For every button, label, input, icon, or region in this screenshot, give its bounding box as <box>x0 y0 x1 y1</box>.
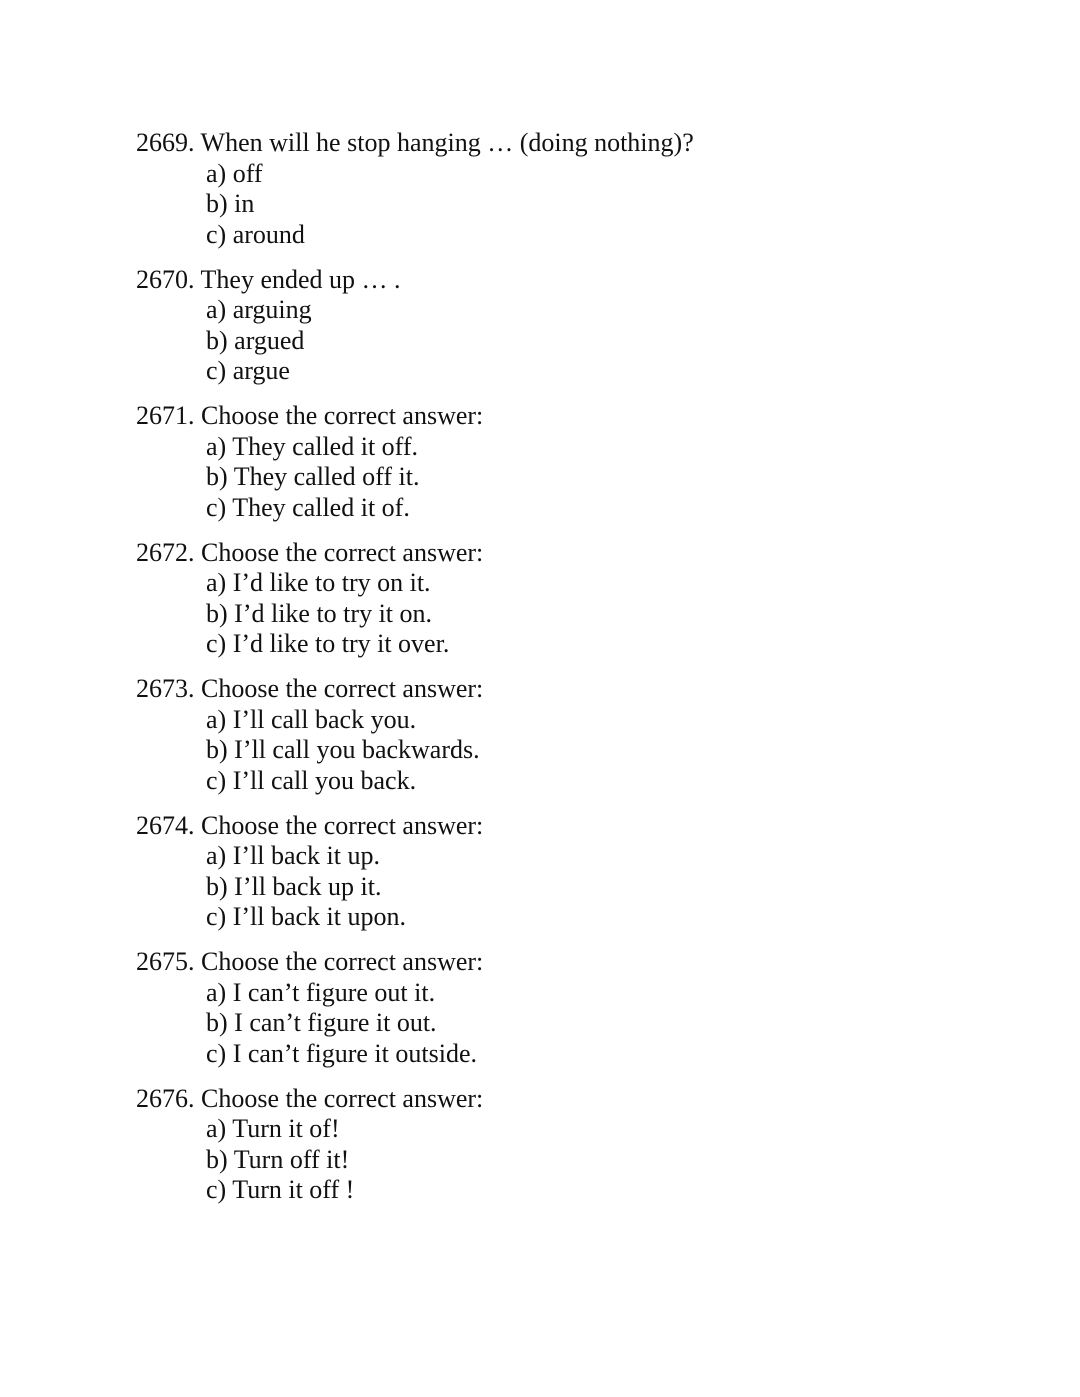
option-list <box>136 432 1036 524</box>
question-text: Choose the correct answer: <box>201 810 484 840</box>
question-text: Choose the correct answer: <box>201 947 484 976</box>
question-stem <box>136 128 1036 159</box>
option-b: b) They called off it. <box>206 462 420 491</box>
question-text: When will he stop hanging … (doing nothing)? <box>200 128 694 157</box>
question-2671 <box>136 401 1036 523</box>
option-list <box>136 568 1036 660</box>
option-c: c) Turn it off ! <box>206 1175 355 1204</box>
question-number: 2676. <box>136 1083 195 1113</box>
question-stem <box>136 674 1036 705</box>
option-b: b) I’ll call you backwards. <box>206 735 480 764</box>
option-a: a) Turn it of! <box>206 1114 340 1143</box>
option-b: b) I can’t figure it out. <box>206 1008 437 1037</box>
question-stem <box>136 401 1036 432</box>
option-b: b) I’ll back up it. <box>206 871 382 901</box>
option-c: c) I’ll back it upon. <box>206 902 406 931</box>
question-2670 <box>136 265 1036 387</box>
question-number: 2673. <box>136 674 195 703</box>
option-a: a) They called it off. <box>206 431 419 461</box>
question-text: Choose the correct answer: <box>201 1083 484 1113</box>
option-a: a) I can’t figure out it. <box>206 977 436 1007</box>
question-stem <box>136 811 1036 842</box>
question-number: 2671. <box>136 401 195 430</box>
question-number: 2672. <box>136 537 195 567</box>
option-list <box>136 159 1036 251</box>
option-list <box>136 1114 1036 1206</box>
option-list <box>136 978 1036 1070</box>
question-number: 2670. <box>136 264 195 294</box>
question-number: 2674. <box>136 810 195 840</box>
option-c: c) around <box>206 219 305 249</box>
question-2675 <box>136 947 1036 1069</box>
option-c: c) They called it of. <box>206 492 410 522</box>
question-text: Choose the correct answer: <box>201 401 484 430</box>
option-c: c) argue <box>206 356 290 385</box>
option-c: c) I’d like to try it over. <box>206 629 450 658</box>
question-text: Choose the correct answer: <box>201 674 484 703</box>
option-c: c) I’ll call you back. <box>206 765 417 795</box>
question-text: They ended up … . <box>200 264 401 294</box>
question-2674 <box>136 811 1036 933</box>
question-2673 <box>136 674 1036 796</box>
option-c: c) I can’t figure it outside. <box>206 1038 477 1068</box>
question-stem <box>136 265 1036 296</box>
question-number: 2669. <box>136 128 195 157</box>
option-a: a) I’ll call back you. <box>206 704 417 734</box>
option-b: b) in <box>206 189 255 218</box>
question-stem <box>136 1084 1036 1115</box>
question-number: 2675. <box>136 947 195 976</box>
option-b: b) I’d like to try it on. <box>206 598 433 628</box>
question-2669 <box>136 128 1036 250</box>
option-b: b) Turn off it! <box>206 1144 350 1174</box>
option-list <box>136 295 1036 387</box>
question-2672 <box>136 538 1036 660</box>
question-stem <box>136 947 1036 978</box>
option-list <box>136 705 1036 797</box>
option-list <box>136 841 1036 933</box>
question-text: Choose the correct answer: <box>201 537 484 567</box>
question-stem <box>136 538 1036 569</box>
option-b: b) argued <box>206 325 305 355</box>
option-a: a) off <box>206 158 263 188</box>
option-a: a) I’d like to try on it. <box>206 568 431 597</box>
option-a: a) arguing <box>206 295 312 324</box>
question-2676 <box>136 1084 1036 1206</box>
option-a: a) I’ll back it up. <box>206 841 380 870</box>
